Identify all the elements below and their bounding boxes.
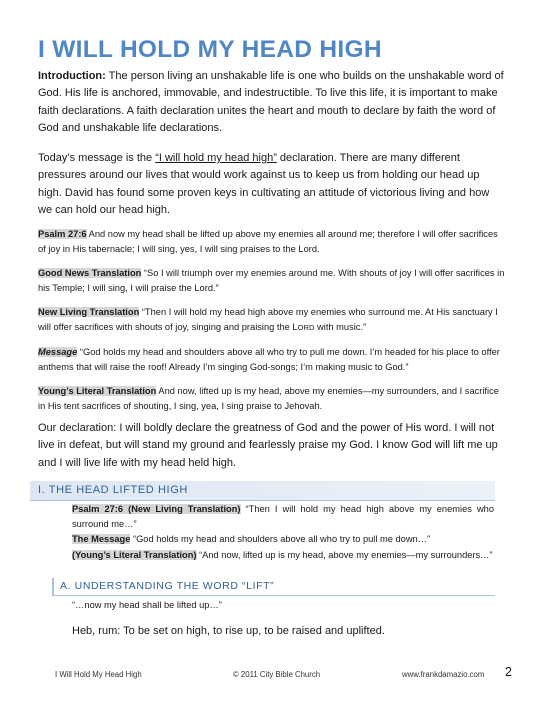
verse-label: New Living Translation (38, 307, 140, 317)
subsection-heading-bar (52, 578, 495, 596)
verse-text: “Then I will hold my head high above my enemies who surround me. At His sanctuary I will offer sacrifices with shouts of joy, singing and praising the (38, 307, 498, 333)
message-after: declaration. There are many different pressures around our lives that would work against us to keep us from holding our head up high. David has found some proven keys in cultivating an attitude of victorious living and how we can hold our head high. (38, 152, 490, 216)
lord-small-caps: LORD (292, 322, 315, 333)
verse-text: And now, lifted up is my head, above my enemies—my surrounders, and I sacrifice in His tent sacrifices of shouting, I sing, yea, I sing praise to Jehovah. (38, 386, 499, 412)
verse-label: Psalm 27:6 (38, 229, 87, 239)
verse-text: “So I will triumph over my enemies around me. With shouts of joy I will offer sacrifices in his Temple; I will sing, I will praise the Lord.” (38, 268, 505, 294)
footer-title: I Will Hold My Head High (55, 670, 142, 679)
reference-line: The Message “God holds my head and shoulders above all who try to pull me down…” (72, 534, 431, 545)
verse-label: Good News Translation (38, 268, 142, 278)
intro-label: Introduction: (38, 70, 106, 82)
verse-youngs-literal (38, 384, 506, 414)
verse-text: And now my head shall be lifted up above my enemies all around me; therefore I will offer sacrifices of joy in His tabernacle; I will sing, yes, I will sing praises to the Lord. (38, 229, 498, 255)
page-title: I WILL HOLD MY HEAD HIGH (38, 36, 382, 63)
verse-text-end: with music.” (314, 322, 367, 333)
intro-paragraph (38, 68, 506, 137)
reference-line: (Young’s Literal Translation) “And now, lifted up is my head, above my enemies—my surrounders…” (72, 549, 493, 560)
subsection-quote: “…now my head shall be lifted up…” (72, 600, 222, 610)
declaration-paragraph: Our declaration: I will boldly declare the greatness of God and the power of His word. I will not live in defeat, but will stand my ground and fearlessly praise my God. I know God will lift me up and I will live life with my head held high. (38, 422, 498, 469)
reference-line: Psalm 27:6 (New Living Translation) “Then I will hold my head high above my enemies who surround me…” (72, 504, 495, 530)
verse-message (38, 345, 506, 375)
page-number: 2 (505, 665, 512, 679)
verse-good-news (38, 266, 506, 296)
hebrew-definition: Heb, rum: To be set on high, to rise up, to be raised and uplifted. (72, 625, 385, 637)
section-heading: I. THE HEAD LIFTED HIGH (38, 484, 188, 496)
section-heading-bar (30, 481, 495, 501)
message-paragraph (38, 150, 506, 219)
verse-label: Message (38, 347, 78, 357)
verse-text: “God holds my head and shoulders above all who try to pull me down. I’m headed for his place to offer anthems that will raise the roof! Already I’m singing God-songs; I’m making music to God.” (38, 347, 500, 373)
message-before: Today’s message is the (38, 152, 156, 164)
footer-website: www.frankdamazio.com (402, 670, 485, 679)
section-references (72, 502, 494, 563)
declaration-title-underlined: “I will hold my head high” (155, 152, 277, 164)
verse-psalm-27-6 (38, 227, 506, 257)
verse-label: Young’s Literal Translation (38, 386, 157, 396)
footer-copyright: © 2011 City Bible Church (233, 670, 321, 679)
subsection-heading: A. UNDERSTANDING THE WORD “LIFT” (60, 580, 275, 592)
intro-text: The person living an unshakable life is one who builds on the unshakable word of God. His life is anchored, immovable, and indestructible. To live this life, it is important to make faith declarations. A faith declaration unites the heart and mouth to declare by faith the word of God and unshakable life declarations. (38, 70, 504, 134)
verse-new-living (38, 305, 506, 335)
